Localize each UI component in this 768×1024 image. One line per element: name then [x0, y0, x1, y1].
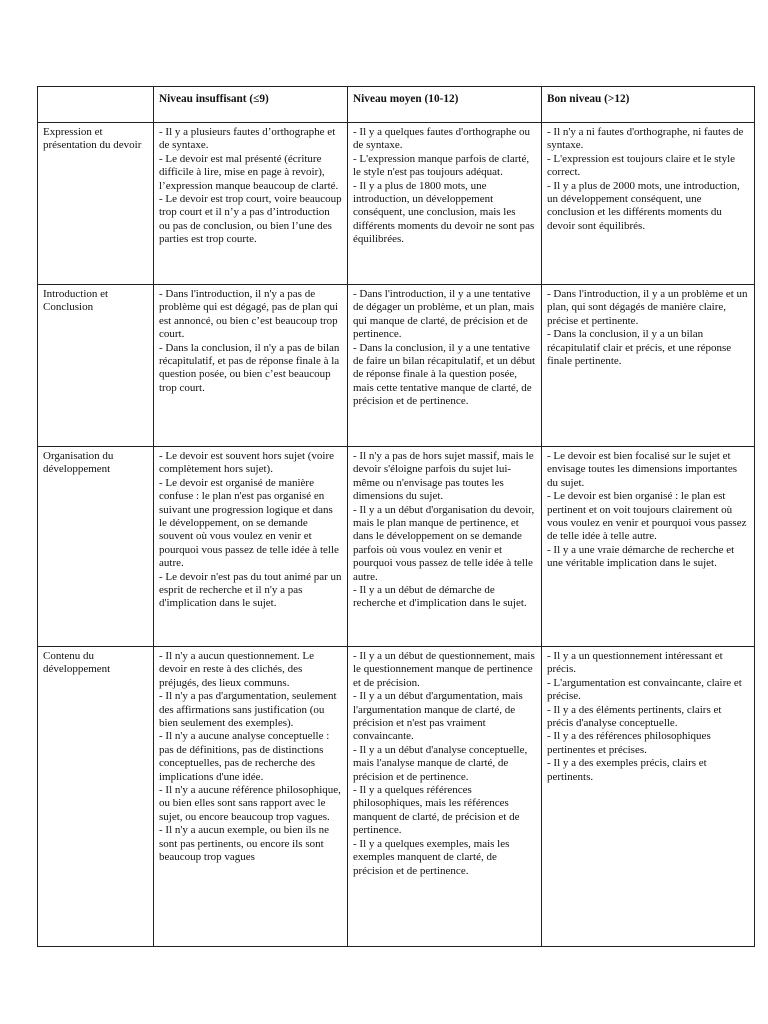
cell-bullet: - Dans l'introduction, il n'y a pas de problème qui est dégagé, pas de plan qui est annoncé, ou bien c’est beaucoup trop court. — [159, 288, 339, 341]
cell-insufficient — [154, 123, 348, 285]
cell-bullet: - L'expression est toujours claire et le style correct. — [547, 152, 736, 179]
header-cell-empty — [38, 87, 154, 123]
cell-bullet: - Il y a plus de 1800 mots, une introduction, un développement conséquent, une conclusion, mais les différents moments du devoir ne sont pas équilibrées. — [353, 179, 535, 246]
table-row — [38, 123, 755, 285]
criterion-cell: Expression et présentation du devoir — [38, 123, 154, 285]
cell-bullet: - Il y a un début d'analyse conceptuelle, mais l'analyse manque de clarté, de précision et de pertinence. — [353, 743, 528, 783]
cell-bullet: - Il y a plus de 2000 mots, une introduction, un développement conséquent, une conclusion et les différents moments du devoir sont équilibrés. — [547, 179, 740, 232]
cell-bullet: - Il y a quelques exemples, mais les exemples manquent de clarté, de précision et de pertinence. — [353, 837, 510, 877]
cell-bullet: - Il y a des exemples précis, clairs et pertinents. — [547, 757, 707, 783]
cell-bullet: - Dans l'introduction, il y a une tentative de dégager un problème, et un plan, mais qui manque de clarté, de précision et de pertinence. — [353, 288, 535, 341]
cell-bullet: - Dans la conclusion, il n'y a pas de bilan récapitulatif, et pas de réponse finale à la question posée, ou bien c’est beaucoup trop court. — [159, 341, 340, 394]
cell-bullet: - Il y a des références philosophiques pertinentes et précises. — [547, 730, 711, 756]
cell-bullet: - Il y a un début d'organisation du devoir, mais le plan manque de pertinence, et dans le développement on se demande parfois où vous voulez en venir et pourquoi vous passez de telle idée à telle autre. — [353, 503, 535, 583]
cell-good — [542, 447, 755, 647]
cell-bullet: - Il n'y a pas d'argumentation, seulement des affirmations sans justification (ou bien seulement des exemples). — [159, 690, 337, 730]
cell-bullet: - Le devoir est bien organisé : le plan est pertinent et on voit toujours clairement où vous voulez en venir et pourquoi vous passez de telle idée à telle autre. — [547, 490, 747, 543]
table-row — [38, 647, 755, 947]
cell-bullet: - Il n'y a ni fautes d'orthographe, ni fautes de syntaxe. — [547, 126, 744, 152]
grading-rubric-table — [37, 86, 755, 947]
cell-bullet: - Il y a un questionnement intéressant et précis. — [547, 650, 723, 676]
cell-average — [348, 123, 542, 285]
cell-insufficient — [154, 647, 348, 947]
cell-bullet: - Le devoir est bien focalisé sur le sujet et envisage toutes les dimensions importantes du sujet. — [547, 450, 738, 489]
cell-bullet: - Il n'y a aucun questionnement. Le devoir en reste à des clichés, des préjugés, des lieux communs. — [159, 650, 315, 689]
cell-bullet: - L'argumentation est convaincante, claire et précise. — [547, 676, 742, 703]
cell-bullet: - Il y a quelques fautes d'orthographe ou de syntaxe. — [353, 126, 531, 152]
cell-average — [348, 285, 542, 447]
cell-bullet: - Il n'y a aucune analyse conceptuelle : pas de définitions, pas de distinctions conceptuelles, pas de recherche des implications d'une idée. — [159, 730, 330, 783]
cell-bullet: - Dans la conclusion, il y a un bilan récapitulatif clair et précis, et une réponse finale pertinente. — [547, 328, 732, 368]
cell-average — [348, 647, 542, 947]
cell-bullet: - Il y a une vraie démarche de recherche et une véritable implication dans le sujet. — [547, 543, 735, 570]
cell-bullet: - Il y a quelques références philosophiques, mais les références manquent de clarté, de précision et de pertinence. — [353, 784, 520, 837]
cell-bullet: - Il y a un début de questionnement, mais le questionnement manque de pertinence et de précision. — [353, 650, 535, 689]
rubric-body — [38, 123, 755, 947]
header-cell-average: Niveau moyen (10-12) — [348, 87, 542, 123]
criterion-cell: Introduction et Conclusion — [38, 285, 154, 447]
cell-bullet: - Dans la conclusion, il y a une tentative de faire un bilan récapitulatif, et un début de réponse finale à la question posée, mais cette tentative manque de clarté, de précision et de pertinence. — [353, 341, 536, 408]
header-cell-good: Bon niveau (>12) — [542, 87, 755, 123]
cell-bullet: - Il y a un début de démarche de recherche et d'implication dans le sujet. — [353, 584, 527, 610]
cell-bullet: - Il n'y a aucune référence philosophique, ou bien elles sont sans rapport avec le sujet, ou encore beaucoup trop vagues. — [159, 784, 341, 823]
cell-good — [542, 285, 755, 447]
table-row — [38, 447, 755, 647]
cell-bullet: - Il y a un début d'argumentation, mais l'argumentation manque de clarté, de précision et n'est pas vraiment convaincante. — [353, 690, 523, 743]
cell-insufficient — [154, 285, 348, 447]
cell-bullet: - Dans l'introduction, il y a un problème et un plan, qui sont dégagés de manière claire, précise et pertinente. — [547, 288, 748, 327]
cell-bullet: - Le devoir est organisé de manière confuse : le plan n'est pas organisé en suivant une progression logique et dans le développement, on se demande souvent où vous voulez en venir et pourquoi vous passez de telle idée à telle autre. — [159, 476, 339, 570]
cell-bullet: - L'expression manque parfois de clarté, le style n'est pas toujours adéquat. — [353, 152, 530, 179]
cell-bullet: - Il y a des éléments pertinents, clairs et précis d'analyse conceptuelle. — [547, 703, 722, 730]
header-cell-insufficient: Niveau insuffisant (≤9) — [154, 87, 348, 123]
cell-bullet: - Le devoir n'est pas du tout animé par un esprit de recherche et il n'y a pas d'implication dans le sujet. — [159, 570, 342, 610]
cell-bullet: - Il n'y a aucun exemple, ou bien ils ne sont pas pertinents, ou encore ils sont beaucoup trop vagues — [159, 824, 329, 864]
cell-good — [542, 123, 755, 285]
cell-bullet: - Il y a plusieurs fautes d’orthographe et de syntaxe. — [159, 126, 336, 152]
header-row — [38, 87, 755, 123]
cell-good — [542, 647, 755, 947]
table-row — [38, 285, 755, 447]
criterion-cell: Contenu du développement — [38, 647, 154, 947]
cell-bullet: - Le devoir est mal présenté (écriture difficile à lire, mise en page à revoir), l’expression manque beaucoup de clarté. — [159, 152, 339, 192]
cell-average — [348, 447, 542, 647]
criterion-cell: Organisation du développement — [38, 447, 154, 647]
cell-bullet: - Le devoir est trop court, voire beaucoup trop court et il n’y a pas d’introduction ou pas de conclusion, ou bien l’une des parties est trop courte. — [159, 193, 342, 246]
cell-bullet: - Le devoir est souvent hors sujet (voire complètement hors sujet). — [159, 450, 335, 476]
cell-bullet: - Il n'y a pas de hors sujet massif, mais le devoir s'éloigne parfois du sujet lui-même ou n'envisage pas toutes les dimensions du sujet. — [353, 450, 534, 503]
cell-insufficient — [154, 447, 348, 647]
